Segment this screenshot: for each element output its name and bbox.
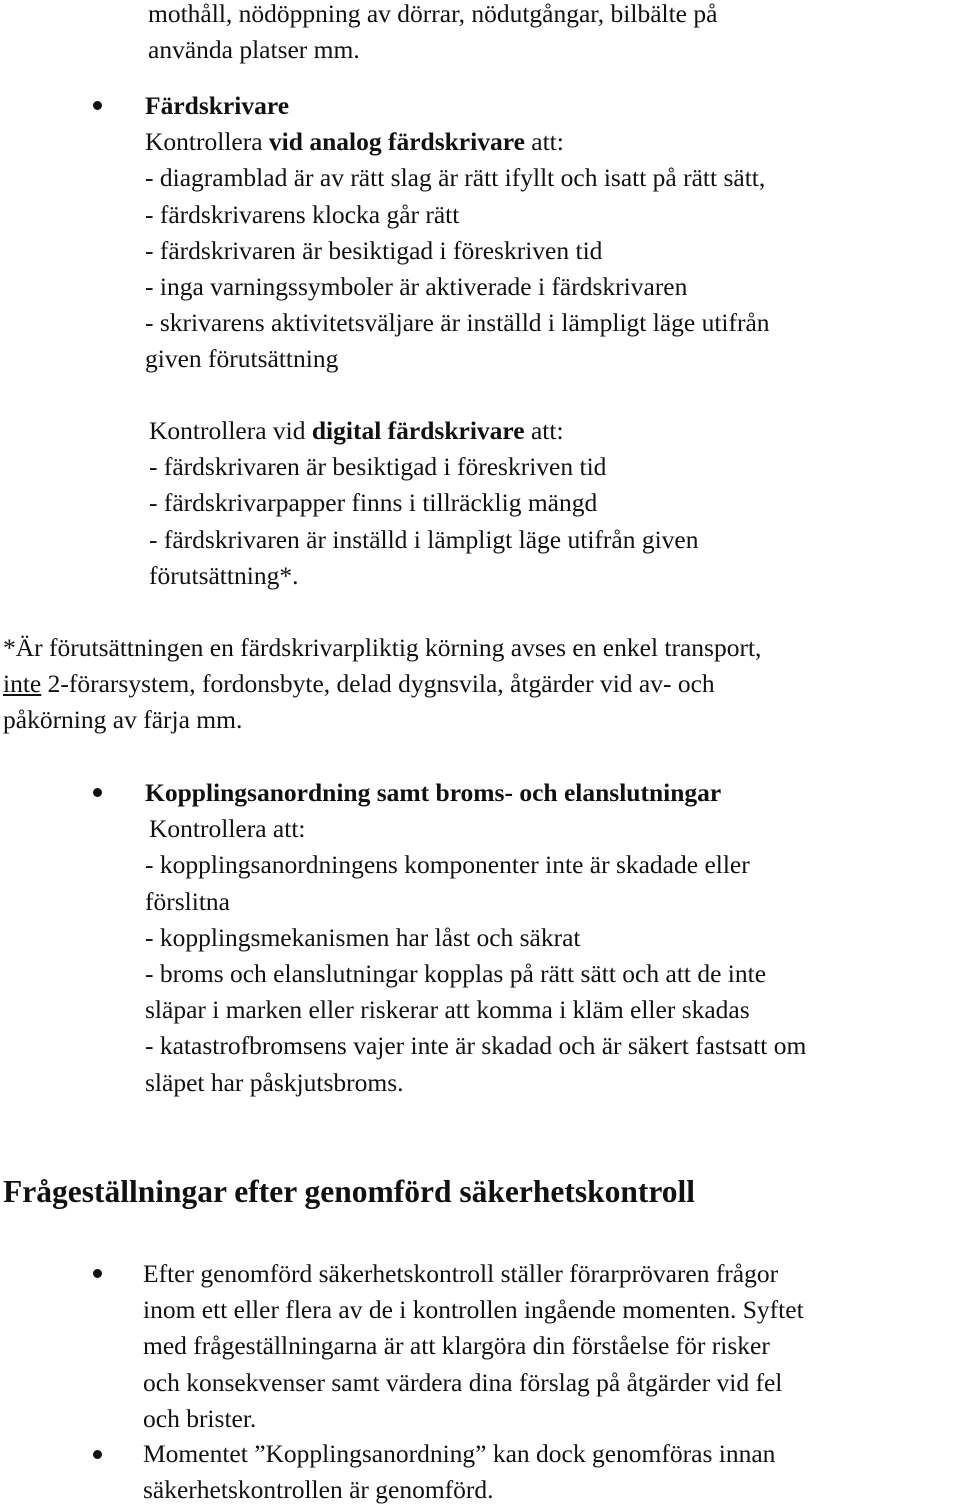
fragor-line: säkerhetskontrollen är genomförd.	[143, 1475, 494, 1505]
analog-intro	[145, 124, 960, 160]
koppling-item: släpet har påskjutsbroms.	[145, 1067, 404, 1097]
analog-item: - färdskrivaren är besiktigad i föreskriven tid	[145, 235, 603, 265]
intro-paragraph	[0, 0, 960, 68]
fragor-line: Efter genomförd säkerhetskontroll ställer förarprövaren frågor	[143, 1259, 779, 1288]
digital-item: - färdskrivarpapper finns i tillräcklig mängd	[149, 488, 598, 518]
intro-line: mothåll, nödöppning av dörrar, nödutgångar, bilbälte på	[148, 0, 718, 28]
analog-suffix: att:	[524, 127, 564, 157]
koppling-item: - broms och elanslutningar kopplas på rätt sätt och att de inte	[145, 958, 767, 988]
fardskrivare-title: Färdskrivare	[145, 91, 290, 120]
koppling-item: släpar i marken eller riskerar att komma i kläm eller skadas	[145, 995, 750, 1025]
fragor-bullet-1	[0, 1256, 960, 1437]
fragor-line: och brister.	[143, 1403, 257, 1433]
digital-suffix: att:	[524, 416, 564, 445]
koppling-item: - katastrofbromsens vajer inte är skadad och är säkert fastsatt om	[145, 1031, 807, 1061]
fragor-line: Momentet ”Kopplingsanordning” kan dock genomföras innan	[143, 1439, 776, 1468]
fragor-line: inom ett eller flera av de i kontrollen ingående momenten. Syftet	[143, 1295, 804, 1325]
digital-item: - färdskrivaren är besiktigad i föreskriven tid	[149, 452, 607, 482]
digital-item: förutsättning*.	[149, 560, 299, 590]
section-heading: Frågeställningar efter genomförd säkerhetskontroll	[3, 1174, 696, 1209]
analog-bold: vid analog färdskrivare	[268, 127, 525, 157]
analog-item: given förutsättning	[145, 344, 339, 374]
footnote-line	[3, 666, 960, 702]
digital-bold: digital färdskrivare	[311, 416, 525, 445]
footnote-underlined: inte	[3, 669, 42, 699]
footnote	[0, 630, 960, 739]
fardskrivare-section	[0, 88, 960, 378]
koppling-item: förslitna	[145, 886, 230, 916]
digital-intro	[149, 413, 960, 449]
digital-section	[0, 413, 960, 594]
digital-prefix: Kontrollera vid	[149, 416, 312, 445]
koppling-item: - kopplingsanordningens komponenter inte är skadade eller	[145, 850, 750, 880]
analog-item: - skrivarens aktivitetsväljare är inställd i lämpligt läge utifrån	[145, 308, 770, 338]
koppling-title: Kopplingsanordning samt broms- och elanslutningar	[145, 778, 722, 807]
analog-item: - inga varningssymboler är aktiverade i färdskrivaren	[145, 271, 688, 301]
koppling-section	[0, 775, 960, 1101]
footnote-line: *Är förutsättningen en färdskrivarpliktig körning avses en enkel transport,	[3, 633, 762, 662]
digital-item: - färdskrivaren är inställd i lämpligt läge utifrån given	[149, 524, 699, 554]
analog-item: - diagramblad är av rätt slag är rätt ifyllt och isatt på rätt sätt,	[145, 163, 766, 193]
analog-prefix: Kontrollera	[145, 127, 269, 157]
footnote-rest: 2-förarsystem, fordonsbyte, delad dygnsvila, åtgärder vid av- och	[41, 669, 715, 699]
footnote-line: påkörning av färja mm.	[3, 705, 243, 735]
koppling-intro: Kontrollera att:	[149, 814, 306, 844]
fragor-bullet-2	[0, 1436, 960, 1508]
fragor-line: med frågeställningarna är att klargöra din förståelse för risker	[143, 1331, 770, 1361]
intro-line: använda platser mm.	[148, 35, 360, 65]
fragor-line: och konsekvenser samt värdera dina förslag på åtgärder vid fel	[143, 1367, 783, 1397]
analog-item: - färdskrivarens klocka går rätt	[145, 199, 460, 229]
koppling-item: - kopplingsmekanismen har låst och säkrat	[145, 922, 581, 952]
